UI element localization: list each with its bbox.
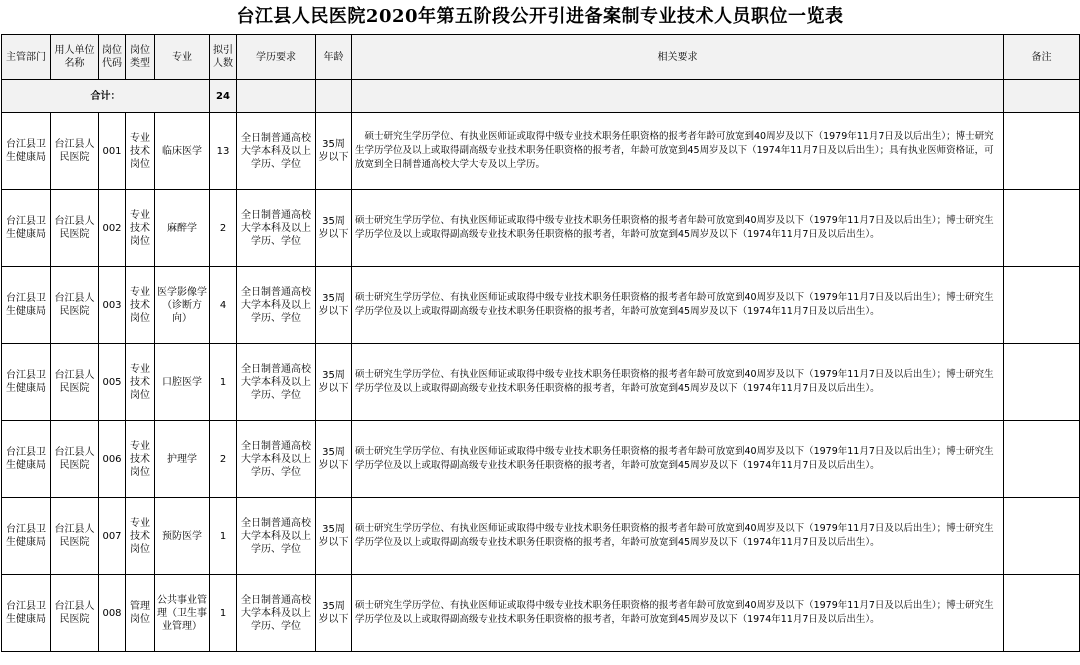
cell-edu: 全日制普通高校大学本科及以上学历、学位 xyxy=(237,267,316,344)
cell-type: 专业技术岗位 xyxy=(126,190,155,267)
header-req: 相关要求 xyxy=(352,35,1004,80)
total-empty-req xyxy=(352,80,1004,113)
cell-age: 35周岁以下 xyxy=(316,190,352,267)
total-empty-edu xyxy=(237,80,316,113)
page-title: 台江县人民医院2020年第五阶段公开引进备案制专业技术人员职位一览表 xyxy=(236,6,844,27)
cell-dept: 台江县卫生健康局 xyxy=(2,575,51,652)
cell-unit: 台江县人民医院 xyxy=(51,575,99,652)
cell-code: 002 xyxy=(99,190,126,267)
cell-edu: 全日制普通高校大学本科及以上学历、学位 xyxy=(237,344,316,421)
cell-major: 医学影像学（诊断方向） xyxy=(155,267,210,344)
header-count: 拟引人数 xyxy=(210,35,237,80)
cell-count: 1 xyxy=(210,498,237,575)
cell-edu: 全日制普通高校大学本科及以上学历、学位 xyxy=(237,190,316,267)
total-value: 24 xyxy=(210,80,237,113)
header-row xyxy=(2,35,1080,80)
cell-dept: 台江县卫生健康局 xyxy=(2,344,51,421)
cell-major: 预防医学 xyxy=(155,498,210,575)
cell-code: 003 xyxy=(99,267,126,344)
header-edu: 学历要求 xyxy=(237,35,316,80)
cell-major: 麻醉学 xyxy=(155,190,210,267)
total-label: 合计： xyxy=(2,80,210,113)
cell-dept: 台江县卫生健康局 xyxy=(2,421,51,498)
cell-count: 1 xyxy=(210,344,237,421)
cell-edu: 全日制普通高校大学本科及以上学历、学位 xyxy=(237,498,316,575)
cell-note xyxy=(1004,190,1080,267)
cell-unit: 台江县人民医院 xyxy=(51,498,99,575)
cell-note xyxy=(1004,267,1080,344)
cell-age: 35周岁以下 xyxy=(316,344,352,421)
cell-note xyxy=(1004,344,1080,421)
header-age: 年龄 xyxy=(316,35,352,80)
table-row xyxy=(2,421,1080,498)
table-row xyxy=(2,267,1080,344)
cell-note xyxy=(1004,421,1080,498)
header-major: 专业 xyxy=(155,35,210,80)
cell-major: 口腔医学 xyxy=(155,344,210,421)
cell-major: 护理学 xyxy=(155,421,210,498)
cell-type: 管理岗位 xyxy=(126,575,155,652)
total-empty-note xyxy=(1004,80,1080,113)
table-row xyxy=(2,498,1080,575)
cell-req: 硕士研究生学历学位、有执业医师证或取得中级专业技术职务任职资格的报考者年龄可放宽到40周岁及以下（1979年11月7日及以后出生）；博士研究生学历学位及以上或取得副高级专业技术职务任职资格的报考者，年龄可放宽到45周岁及以下（1974年11月7日及以后出生）。 xyxy=(352,190,1004,267)
cell-major: 临床医学 xyxy=(155,113,210,190)
cell-note xyxy=(1004,498,1080,575)
table-row xyxy=(2,344,1080,421)
cell-req: 硕士研究生学历学位、有执业医师证或取得中级专业技术职务任职资格的报考者年龄可放宽到40周岁及以下（1979年11月7日及以后出生）；博士研究生学历学位及以上或取得副高级专业技术职务任职资格的报考者，年龄可放宽到45周岁及以下（1974年11月7日及以后出生）；具有执业医师资格证，可放宽到全日制普通高校大学大专及以上学历。 xyxy=(352,113,1004,190)
table-row xyxy=(2,113,1080,190)
cell-type: 专业技术岗位 xyxy=(126,421,155,498)
cell-type: 专业技术岗位 xyxy=(126,498,155,575)
cell-note xyxy=(1004,113,1080,190)
cell-count: 2 xyxy=(210,190,237,267)
cell-code: 007 xyxy=(99,498,126,575)
cell-edu: 全日制普通高校大学本科及以上学历、学位 xyxy=(237,113,316,190)
cell-age: 35周岁以下 xyxy=(316,113,352,190)
cell-count: 4 xyxy=(210,267,237,344)
cell-unit: 台江县人民医院 xyxy=(51,190,99,267)
header-code: 岗位代码 xyxy=(99,35,126,80)
cell-code: 006 xyxy=(99,421,126,498)
cell-req: 硕士研究生学历学位、有执业医师证或取得中级专业技术职务任职资格的报考者年龄可放宽到40周岁及以下（1979年11月7日及以后出生）；博士研究生学历学位及以上或取得副高级专业技术职务任职资格的报考者，年龄可放宽到45周岁及以下（1974年11月7日及以后出生）。 xyxy=(352,421,1004,498)
cell-dept: 台江县卫生健康局 xyxy=(2,190,51,267)
cell-dept: 台江县卫生健康局 xyxy=(2,498,51,575)
cell-dept: 台江县卫生健康局 xyxy=(2,113,51,190)
cell-req: 硕士研究生学历学位、有执业医师证或取得中级专业技术职务任职资格的报考者年龄可放宽到40周岁及以下（1979年11月7日及以后出生）；博士研究生学历学位及以上或取得副高级专业技术职务任职资格的报考者，年龄可放宽到45周岁及以下（1974年11月7日及以后出生）。 xyxy=(352,498,1004,575)
cell-dept: 台江县卫生健康局 xyxy=(2,267,51,344)
cell-age: 35周岁以下 xyxy=(316,267,352,344)
cell-code: 005 xyxy=(99,344,126,421)
header-note: 备注 xyxy=(1004,35,1080,80)
cell-age: 35周岁以下 xyxy=(316,575,352,652)
total-empty-age xyxy=(316,80,352,113)
cell-age: 35周岁以下 xyxy=(316,498,352,575)
total-row xyxy=(2,80,1080,113)
cell-age: 35周岁以下 xyxy=(316,421,352,498)
cell-note xyxy=(1004,575,1080,652)
cell-req: 硕士研究生学历学位、有执业医师证或取得中级专业技术职务任职资格的报考者年龄可放宽到40周岁及以下（1979年11月7日及以后出生）；博士研究生学历学位及以上或取得副高级专业技术职务任职资格的报考者，年龄可放宽到45周岁及以下（1974年11月7日及以后出生）。 xyxy=(352,267,1004,344)
cell-code: 008 xyxy=(99,575,126,652)
cell-type: 专业技术岗位 xyxy=(126,113,155,190)
cell-unit: 台江县人民医院 xyxy=(51,344,99,421)
cell-count: 2 xyxy=(210,421,237,498)
cell-code: 001 xyxy=(99,113,126,190)
cell-edu: 全日制普通高校大学本科及以上学历、学位 xyxy=(237,575,316,652)
cell-unit: 台江县人民医院 xyxy=(51,421,99,498)
cell-req: 硕士研究生学历学位、有执业医师证或取得中级专业技术职务任职资格的报考者年龄可放宽到40周岁及以下（1979年11月7日及以后出生）；博士研究生学历学位及以上或取得副高级专业技术职务任职资格的报考者，年龄可放宽到45周岁及以下（1974年11月7日及以后出生）。 xyxy=(352,575,1004,652)
cell-count: 1 xyxy=(210,575,237,652)
header-dept: 主管部门 xyxy=(2,35,51,80)
table-row xyxy=(2,190,1080,267)
cell-unit: 台江县人民医院 xyxy=(51,267,99,344)
cell-type: 专业技术岗位 xyxy=(126,344,155,421)
positions-table xyxy=(1,34,1080,652)
cell-unit: 台江县人民医院 xyxy=(51,113,99,190)
header-unit: 用人单位名称 xyxy=(51,35,99,80)
cell-edu: 全日制普通高校大学本科及以上学历、学位 xyxy=(237,421,316,498)
table-row xyxy=(2,575,1080,652)
cell-req: 硕士研究生学历学位、有执业医师证或取得中级专业技术职务任职资格的报考者年龄可放宽到40周岁及以下（1979年11月7日及以后出生）；博士研究生学历学位及以上或取得副高级专业技术职务任职资格的报考者，年龄可放宽到45周岁及以下（1974年11月7日及以后出生）。 xyxy=(352,344,1004,421)
cell-count: 13 xyxy=(210,113,237,190)
cell-type: 专业技术岗位 xyxy=(126,267,155,344)
header-type: 岗位类型 xyxy=(126,35,155,80)
cell-major: 公共事业管理（卫生事业管理） xyxy=(155,575,210,652)
